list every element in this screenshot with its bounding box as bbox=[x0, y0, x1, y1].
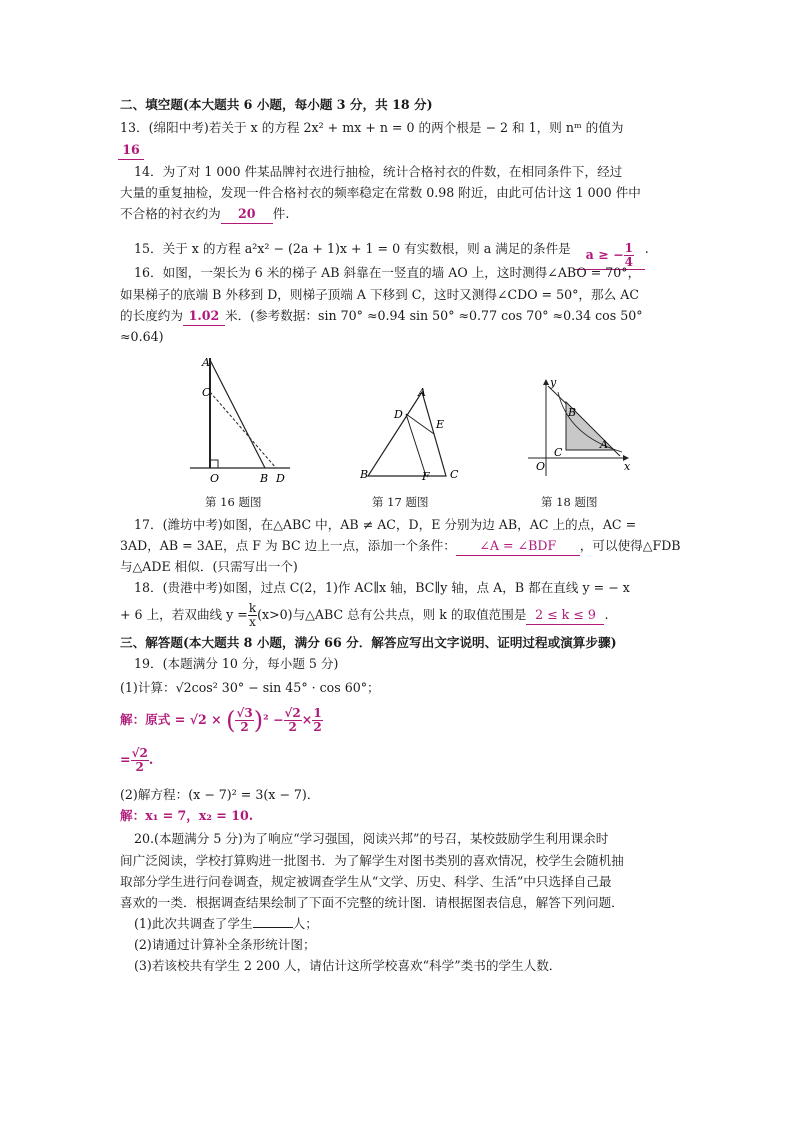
figure-17-diagram bbox=[360, 380, 470, 486]
q18-answer: 2 ≤ k ≤ 9 bbox=[526, 606, 604, 625]
q14-line-3 bbox=[120, 205, 289, 224]
fig18-label-y: y bbox=[550, 376, 557, 389]
q19-sol1-result-denominator: 2 bbox=[135, 760, 144, 774]
fig18-label-b: B bbox=[568, 406, 577, 419]
q18-line-1: 18．(贵港中考)如图，过点 C(2，1)作 AC∥x 轴，BC∥y 轴，点 A，B 都在直线 y = − x bbox=[134, 580, 630, 595]
fig17-label-b: B bbox=[360, 468, 369, 481]
q15-fraction-numerator: 1 bbox=[624, 241, 633, 255]
q13-answer: 16 bbox=[118, 141, 144, 160]
q18-tail: . bbox=[604, 607, 609, 622]
fig17-label-e: E bbox=[436, 418, 445, 431]
q19-sol1-paren-fraction bbox=[235, 707, 253, 734]
fig17-label-d: D bbox=[394, 408, 403, 421]
q15-tail: . bbox=[644, 241, 649, 256]
q19-sol1-prefix: 解：原式 = √2 × bbox=[120, 712, 222, 727]
q19-part-2: (2)解方程：(x − 7)² = 3(x − 7)． bbox=[120, 787, 320, 802]
q20-line-4: 喜欢的一类．根据调查结果绘制了下面不完整的统计图．请根据图表信息，解答下列问题． bbox=[120, 895, 624, 910]
q17-line-2-pre: 3AD，AB = 3AE，点 F 为 BC 边上一点，添加一个条件： bbox=[120, 538, 456, 553]
q14-line-1: 14．为了对 1 000 件某品牌衬衣进行抽检，统计合格衬衣的件数，在相同条件下，经过 bbox=[134, 164, 623, 179]
q20-sub-1 bbox=[134, 915, 318, 933]
q20-line-2: 间广泛阅读，学校打算购进一批图书．为了解学生对图书类别的喜欢情况，校学生会随机抽 bbox=[120, 853, 624, 868]
q14-answer: 20 bbox=[221, 205, 273, 224]
q15-text: 15．关于 x 的方程 a²x² − (2a + 1)x + 1 = 0 有实数根，则 a 满足的条件是 bbox=[134, 241, 571, 256]
q16-line-4: ≈0.64) bbox=[120, 329, 164, 344]
q13-answer-line bbox=[118, 141, 144, 160]
q17-line-2 bbox=[120, 537, 681, 556]
q16-line-3-post: 米．(参考数据：sin 70° ≈0.94 sin 50° ≈0.77 cos 70° ≈0.34 cos 50° bbox=[224, 308, 643, 323]
fig16-label-d: D bbox=[276, 472, 285, 485]
q19-sol1-fraction-2 bbox=[284, 707, 302, 734]
fig18-label-c: C bbox=[554, 446, 563, 459]
fig17-label-a: A bbox=[418, 386, 426, 399]
q19-title: 19．(本题满分 10 分，每小题 5 分) bbox=[134, 656, 339, 671]
section-2-heading: 二、填空题(本大题共 6 小题，每小题 3 分，共 18 分) bbox=[120, 97, 433, 112]
section-3-heading: 三、解答题(本大题共 8 小题，满分 66 分．解答应写出文字说明、证明过程或演算步骤) bbox=[120, 635, 617, 650]
q18-fraction-numerator: k bbox=[248, 601, 257, 615]
q14-line-3-pre: 不合格的衬衣约为 bbox=[120, 206, 221, 221]
q19-sol1-paren-denominator: 2 bbox=[240, 720, 249, 734]
figure-17-caption: 第 17 题图 bbox=[372, 495, 429, 509]
fig16-label-b: B bbox=[260, 472, 269, 485]
figure-16-caption: 第 16 题图 bbox=[205, 495, 262, 509]
q19-sol1-times: × bbox=[301, 712, 313, 727]
q19-part-1: (1)计算：√2cos² 30° − sin 45° · cos 60°； bbox=[120, 680, 380, 695]
q15-line bbox=[134, 236, 649, 269]
q17-answer: ∠A = ∠BDF bbox=[456, 537, 580, 556]
q19-sol1-paren-open: ( bbox=[226, 706, 236, 735]
q14-line-2: 大量的重复抽检，发现一件合格衬衣的频率稳定在常数 0.98 附近，由此可估计这 1 000 件中 bbox=[120, 185, 641, 200]
fig18-label-a: A bbox=[600, 438, 608, 451]
q18-hyperbola-fraction bbox=[248, 602, 257, 629]
q19-sol1-f2-numerator: √2 bbox=[284, 706, 301, 720]
q19-solution-1 bbox=[120, 704, 323, 737]
q19-sol1-period: . bbox=[148, 752, 154, 767]
q17-line-1: 17．(潍坊中考)如图，在△ABC 中，AB ≠ AC，D，E 分别为边 AB，AC 上的点，AC = bbox=[134, 517, 637, 532]
q19-sol1-equals: = bbox=[120, 752, 131, 767]
q19-sol1-mid: ² − bbox=[263, 712, 284, 727]
q18-line-2-pre: + 6 上，若双曲线 y = bbox=[120, 607, 248, 622]
q20-sub1-pre: (1)此次共调查了学生 bbox=[134, 916, 253, 931]
q16-line-2: 如果梯子的底端 B 外移到 D，则梯子顶端 A 下移到 C，这时又测得∠CDO = 50°，那么 AC bbox=[120, 287, 639, 302]
q19-solution-1-result bbox=[120, 744, 153, 776]
fig16-label-c: C bbox=[202, 386, 211, 399]
fig18-label-x: x bbox=[624, 460, 631, 473]
q18-line-2 bbox=[120, 602, 608, 629]
q17-line-3: 与△ADE 相似．(只需写出一个) bbox=[120, 559, 298, 574]
figure-18-caption: 第 18 题图 bbox=[541, 495, 598, 509]
q14-line-3-post: 件. bbox=[272, 206, 290, 221]
fig16-label-o: O bbox=[210, 472, 220, 485]
q19-solution-2: 解：x₁ = 7，x₂ = 10. bbox=[120, 808, 254, 823]
q15-answer-pre: a ≥ − bbox=[585, 247, 624, 262]
figure-18-diagram bbox=[524, 372, 636, 480]
q18-fraction-denominator: x bbox=[249, 615, 256, 629]
q20-sub1-post: 人； bbox=[292, 916, 318, 931]
q17-line-2-post: ，可以使得△FDB bbox=[579, 538, 681, 553]
q19-sol1-f3-denominator: 2 bbox=[313, 720, 322, 734]
q20-sub1-blank[interactable] bbox=[253, 915, 293, 928]
q19-sol1-f2-denominator: 2 bbox=[288, 720, 297, 734]
q19-sol1-paren-close: ) bbox=[253, 706, 264, 735]
q19-sol1-f3-numerator: 1 bbox=[313, 706, 322, 720]
q16-line-3-pre: 的长度约为 bbox=[120, 308, 183, 323]
q18-line-2-post: (x>0)与△ABC 总有公共点，则 k 的取值范围是 bbox=[257, 607, 527, 622]
q16-line-1: 16．如图，一架长为 6 米的梯子 AB 斜靠在一竖直的墙 AO 上，这时测得∠ABO = 70°， bbox=[134, 265, 641, 280]
figure-16-diagram bbox=[180, 350, 300, 486]
q20-line-3: 取部分学生进行问卷调查，规定被调查学生从“文学、历史、科学、生活”中只选择自己最 bbox=[120, 874, 612, 889]
q19-sol1-result-fraction bbox=[131, 747, 149, 774]
q19-sol1-paren-numerator: √3 bbox=[236, 706, 253, 720]
q20-sub-3: (3)若该校共有学生 2 200 人，请估计这所学校喜欢“科学”类书的学生人数． bbox=[134, 958, 562, 973]
q15-fraction-denominator: 4 bbox=[624, 255, 633, 269]
q20-sub-2: (2)请通过计算补全条形统计图； bbox=[134, 937, 316, 952]
q16-line-3 bbox=[120, 307, 643, 326]
q13-text: 13．(绵阳中考)若关于 x 的方程 2x² + mx + n = 0 的两个根是 − 2 和 1，则 nᵐ 的值为 bbox=[120, 120, 624, 135]
q19-sol1-fraction-3 bbox=[312, 707, 322, 734]
fig16-label-a: A bbox=[202, 356, 210, 369]
q19-sol1-result-numerator: √2 bbox=[131, 746, 148, 760]
q20-line-1: 20.(本题满分 5 分)为了响应“学习强国，阅读兴邦”的号召，某校鼓励学生利用课余时 bbox=[134, 831, 609, 846]
fig18-label-o: O bbox=[536, 460, 546, 473]
fig17-label-c: C bbox=[450, 468, 459, 481]
q16-answer: 1.02 bbox=[183, 307, 225, 326]
fig17-label-f: F bbox=[422, 470, 430, 483]
